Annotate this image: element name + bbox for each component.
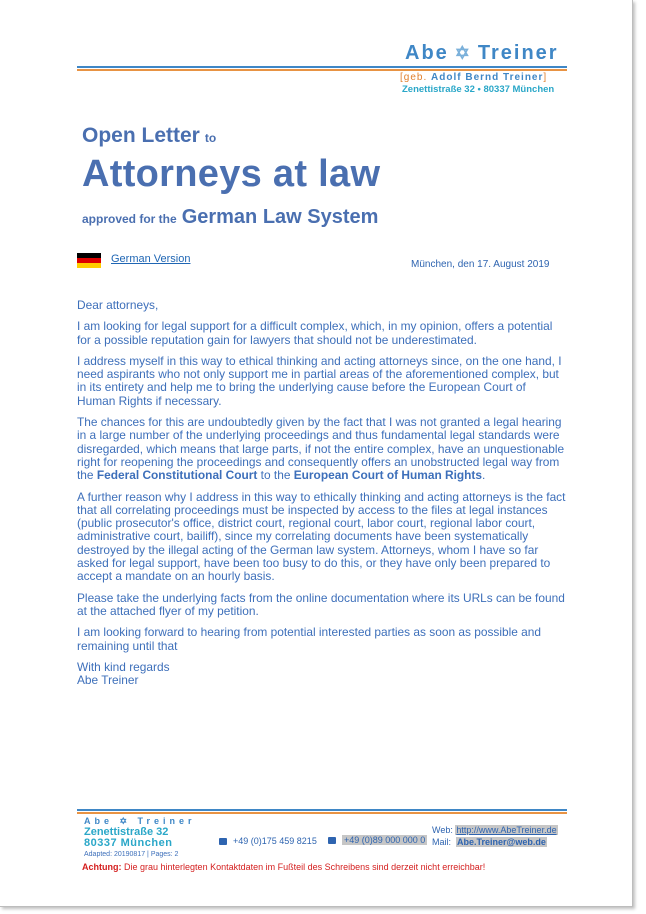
paragraph-6: I am looking forward to hearing from potential interested parties as soon as possible and remaining until that [77,625,541,653]
paragraph-4: A further reason why I address in this way to ethically thinking and acting attorneys is the fact that all correlating proceedings must be inspected by access to the files at legal instances (public prosecutor's office, district court, regional court, labor court, regional labor court, administrative court, bailiff), since my correlating documents have been systematically destroyed by the illegal acting of the German law system. Attorneys, whom I have so far asked for legal support, have been too busy to do this, or they have only been prepared to accept a mandate on an hourly basis. [77,489,566,584]
header-brand [405,42,559,65]
footer-street: Zenettistraße 32 [84,826,169,838]
paragraph-5: Please take the underlying facts from the online documentation where its URLs can be found at the attached flyer of my petition. [77,590,565,618]
footer-fax [328,835,427,845]
title-open-letter: Open Letter [82,124,200,147]
paragraph-1: I am looking for legal support for a difficult complex, which, in my opinion, offers a potential for a possible reputation gain for lawyers that should not be underestimated. [77,319,553,347]
salutation: Dear attorneys, [77,298,159,312]
header-rule-orange [77,69,567,71]
phone-number: +49 (0)175 459 8215 [233,836,317,846]
title-to: to [204,131,217,145]
star-of-david-icon: ✡ [454,43,472,63]
birth-name: Adolf Bernd Treiner [431,72,544,83]
warning-label: Achtung: [82,862,122,872]
title-line-1 [82,124,216,148]
footer-phone [219,836,317,846]
footer-warning [82,862,485,872]
header-rule-blue [77,66,567,68]
footer-brand: Abe ✡ Treiner [84,816,196,826]
header-address: Zenettistraße 32 • 80337 München [402,84,555,95]
german-version-link[interactable]: German Version [111,253,191,265]
fax-icon [328,837,336,844]
email-link[interactable]: Abe.Treiner@web.de [457,837,546,847]
title-approved-for: approved for the [82,212,177,226]
fax-number: +49 (0)89 000 000 0 [344,835,426,845]
brand-last-name: Treiner [477,42,559,64]
footer-mail: Mail: Abe.Treiner@web.de [432,837,546,847]
phone-icon [219,838,227,845]
german-flag-icon [77,253,101,268]
footer-adapted-info: Adapted: 20190817 | Pages: 2 [84,851,179,858]
paragraph-3: The chances for this are undoubtedly given by the fact that I was not granted a legal hearing in a large number of the underlying proceedings and thus fundamental legal standards were disregarded, which means that large parts, if not the entire complex, have an unquestionable right for reopening the proceedings and consequently offers an unobstructed legal way from the Federal Constitutional Court to the European Court of Human Rights. [77,415,565,483]
title-line-3 [82,206,378,229]
paragraph-2: I address myself in this way to ethical thinking and acting attorneys since, on the one hand, I need aspirants who not only support me in partial areas of the aforementioned complex, but in its entirety and help me to bring the underlying cause before the European Court of Human Rights if necessary. [77,353,562,408]
warning-text: Die grau hinterlegten Kontaktdaten im Fußteil des Schreibens sind derzeit nicht erreichbar! [124,862,486,872]
birth-name-line: [geb. Adolf Bernd Treiner] [400,72,548,83]
footer-web: Web: http://www.AbeTreiner.de [432,825,557,835]
signature: Abe Treiner [77,673,139,688]
footer-rule-blue [77,809,567,811]
closing: With kind regards [77,659,170,674]
letter-date: München, den 17. August 2019 [411,259,550,270]
european-court-name: European Court of Human Rights [293,468,482,483]
brand-first-name: Abe [405,42,449,64]
footer-city: 80337 München [84,837,173,849]
page-title: Attorneys at law [82,153,381,195]
title-german-law-system: German Law System [181,206,379,228]
website-link[interactable]: http://www.AbeTreiner.de [456,825,557,835]
federal-court-name: Federal Constitutional Court [96,468,258,483]
footer-rule-orange [77,812,567,814]
letter-body [77,299,567,687]
